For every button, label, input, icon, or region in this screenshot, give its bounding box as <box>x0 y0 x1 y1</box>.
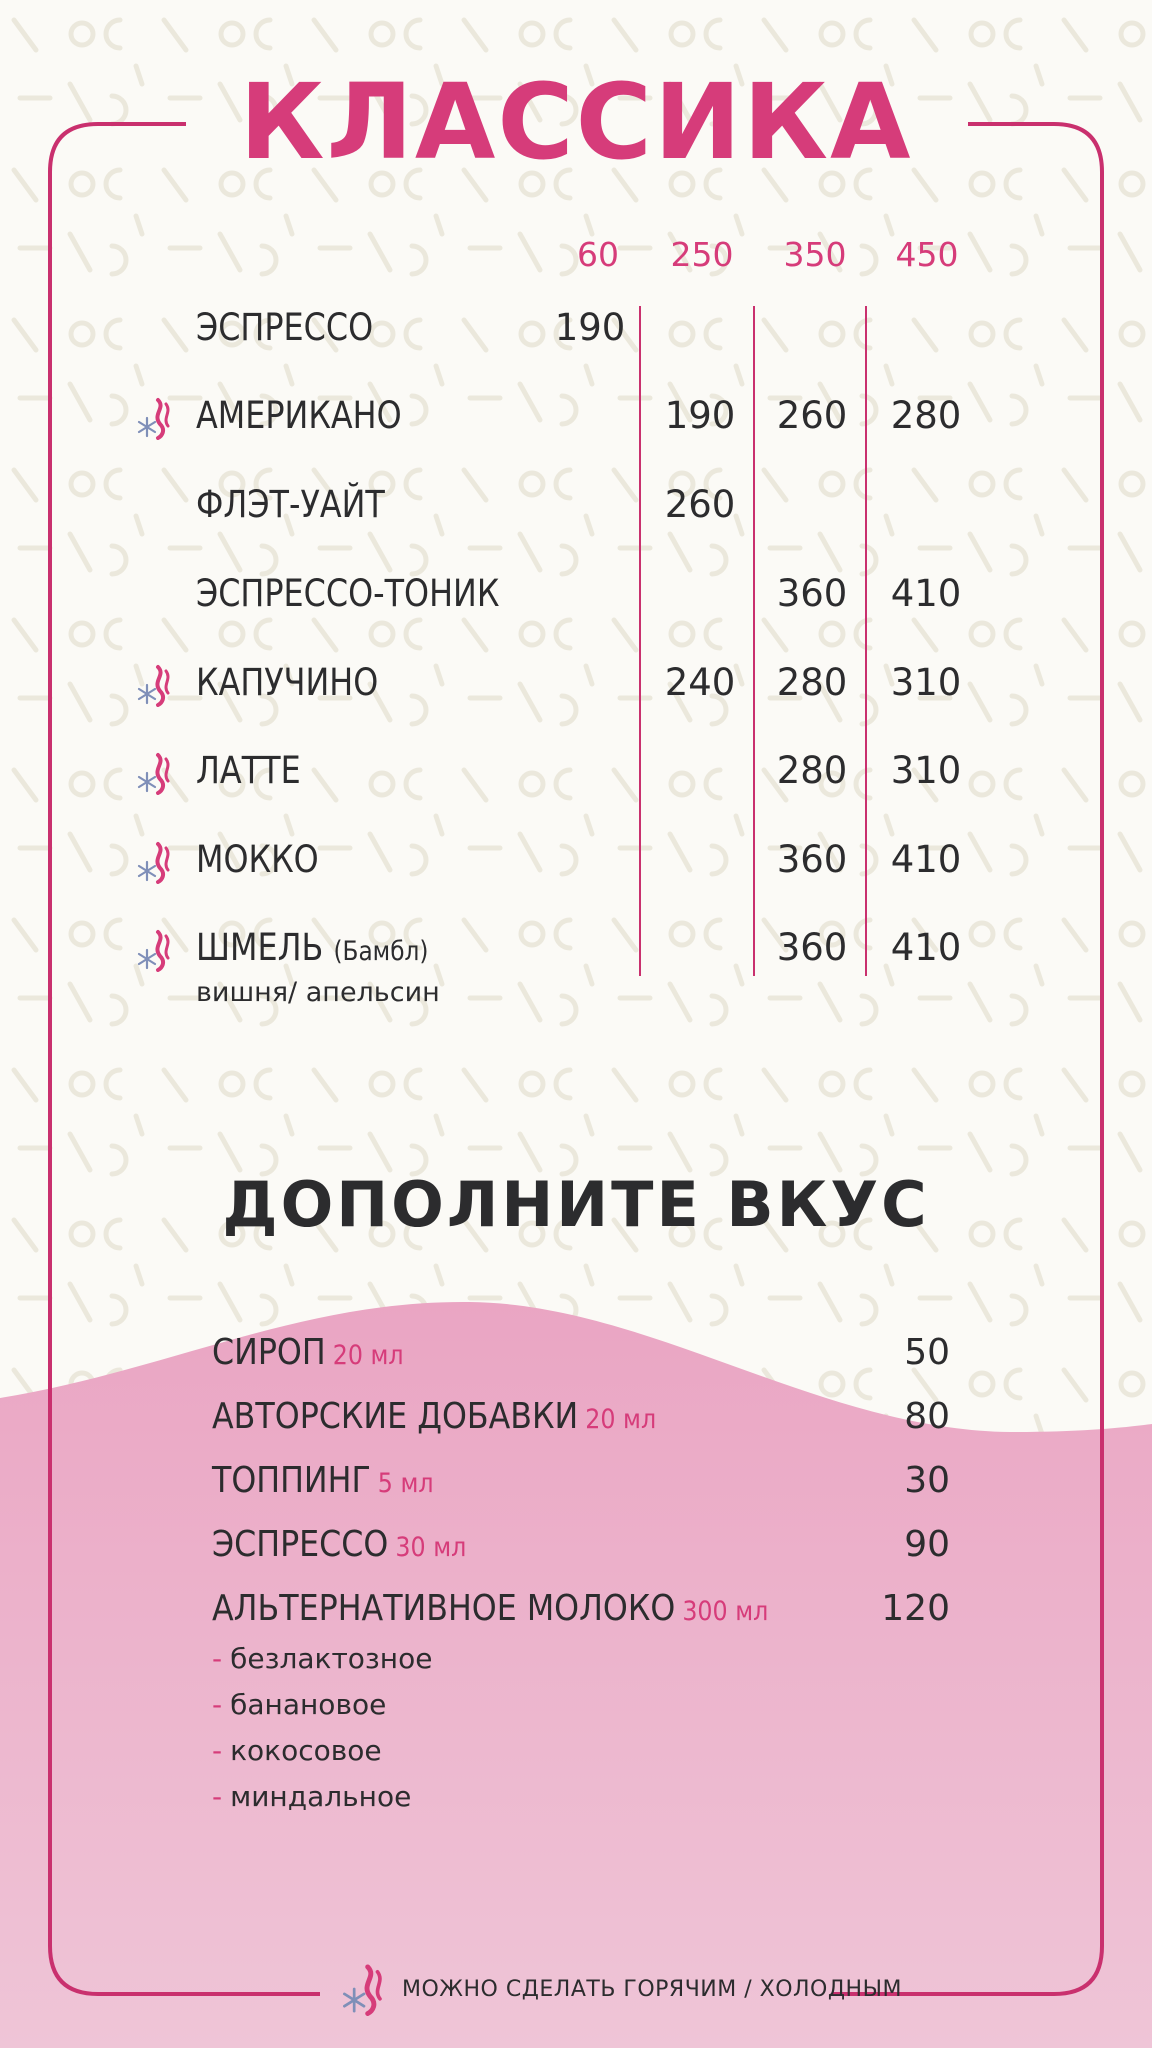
addon-volume: 30 мл <box>395 1532 467 1563</box>
menu-item-price: 310 <box>890 749 962 792</box>
menu-item-price: 410 <box>890 926 962 969</box>
addon-price: 30 <box>904 1460 950 1501</box>
milk-option-label: кокосовое <box>230 1734 382 1767</box>
addon-price: 120 <box>881 1588 950 1629</box>
menu-item-title: ЛАТТЕ <box>196 749 301 792</box>
menu-item-price: 280 <box>776 749 848 792</box>
milk-option-label: безлактозное <box>230 1642 433 1675</box>
addon-row <box>212 1517 950 1573</box>
menu-item-price: 260 <box>664 483 736 526</box>
menu-row <box>0 300 1152 356</box>
menu-item-name <box>196 920 428 980</box>
menu-row <box>0 743 1152 799</box>
menu-item-alt-name: (Бамбл) <box>333 936 429 967</box>
menu-item-price: 190 <box>664 394 736 437</box>
menu-row <box>0 566 1152 622</box>
menu-item-name <box>196 655 378 711</box>
addon-title: АВТОРСКИЕ ДОБАВКИ <box>212 1396 579 1437</box>
addon-row <box>212 1453 950 1509</box>
hot-cold-icon <box>340 1962 388 2016</box>
menu-item-name <box>196 566 499 622</box>
addon-name <box>212 1581 768 1640</box>
menu-item-title: ЭСПРЕССО <box>196 306 374 349</box>
addon-title: СИРОП <box>212 1332 326 1373</box>
addon-volume: 5 мл <box>377 1468 434 1499</box>
addons-title: ДОПОЛНИТЕ ВКУС <box>222 1168 930 1241</box>
milk-option <box>212 1774 411 1820</box>
hot-cold-icon <box>136 928 174 972</box>
addon-price: 80 <box>904 1396 950 1437</box>
menu-item-price: 360 <box>776 572 848 615</box>
hot-cold-icon <box>136 663 174 707</box>
addon-title: ЭСПРЕССО <box>212 1524 389 1565</box>
dash-bullet: - <box>212 1734 223 1767</box>
menu-item-price: 310 <box>890 661 962 704</box>
milk-option <box>212 1636 432 1682</box>
addon-volume: 300 мл <box>682 1596 769 1627</box>
menu-item-price: 360 <box>776 838 848 881</box>
menu-item-name <box>196 832 319 888</box>
milk-option <box>212 1728 382 1774</box>
menu-item-name <box>196 743 301 799</box>
size-header-60: 60 <box>577 235 619 274</box>
menu-row <box>0 388 1152 444</box>
hot-cold-icon <box>136 751 174 795</box>
dash-bullet: - <box>212 1780 223 1813</box>
menu-item-name <box>196 388 402 444</box>
addon-row <box>212 1581 950 1637</box>
footer-text: МОЖНО СДЕЛАТЬ ГОРЯЧИМ / ХОЛОДНЫМ <box>402 1977 902 2002</box>
menu-item-title: ФЛЭТ-УАЙТ <box>196 483 385 526</box>
addon-name <box>212 1517 466 1576</box>
addon-row <box>212 1325 950 1381</box>
menu-item-price: 260 <box>776 394 848 437</box>
hot-cold-icon <box>136 396 174 440</box>
addon-title: АЛЬТЕРНАТИВНОЕ МОЛОКО <box>212 1588 676 1629</box>
menu-item-title: ШМЕЛЬ <box>196 926 324 969</box>
menu-row <box>0 655 1152 711</box>
milk-option <box>212 1682 386 1728</box>
menu-item-name <box>196 477 385 533</box>
addon-row <box>212 1389 950 1445</box>
menu-item-price: 360 <box>776 926 848 969</box>
menu-item-flavors: вишня/ апельсин <box>196 977 440 1008</box>
addon-price: 90 <box>904 1524 950 1565</box>
footer-note <box>336 1956 902 2024</box>
hot-cold-icon <box>136 840 174 884</box>
addon-volume: 20 мл <box>585 1404 657 1435</box>
size-header-450: 450 <box>895 235 959 274</box>
menu-item-title: МОККО <box>196 838 319 881</box>
size-header-250: 250 <box>670 235 734 274</box>
menu-row <box>0 832 1152 888</box>
menu-item-title: КАПУЧИНО <box>196 661 379 704</box>
menu-item-price: 410 <box>890 572 962 615</box>
menu-item-title: АМЕРИКАНО <box>196 394 402 437</box>
menu-item-price: 280 <box>890 394 962 437</box>
menu-item-price: 240 <box>664 661 736 704</box>
addon-name <box>212 1325 404 1384</box>
addon-name <box>212 1389 656 1448</box>
milk-option-label: банановое <box>230 1688 387 1721</box>
menu-row <box>0 920 1152 1008</box>
dash-bullet: - <box>212 1688 223 1721</box>
menu-item-price: 280 <box>776 661 848 704</box>
addon-title: ТОППИНГ <box>212 1460 371 1501</box>
menu-item-price: 190 <box>554 306 626 349</box>
milk-option-label: миндальное <box>230 1780 412 1813</box>
dash-bullet: - <box>212 1642 223 1675</box>
menu-row <box>0 477 1152 533</box>
menu-item-title: ЭСПРЕССО-ТОНИК <box>196 572 500 615</box>
menu-item-name <box>196 300 373 356</box>
size-header-350: 350 <box>783 235 847 274</box>
addon-name <box>212 1453 434 1512</box>
addon-volume: 20 мл <box>332 1340 404 1371</box>
addon-price: 50 <box>904 1332 950 1373</box>
menu-item-price: 410 <box>890 838 962 881</box>
menu-title: КЛАССИКА <box>239 61 913 183</box>
